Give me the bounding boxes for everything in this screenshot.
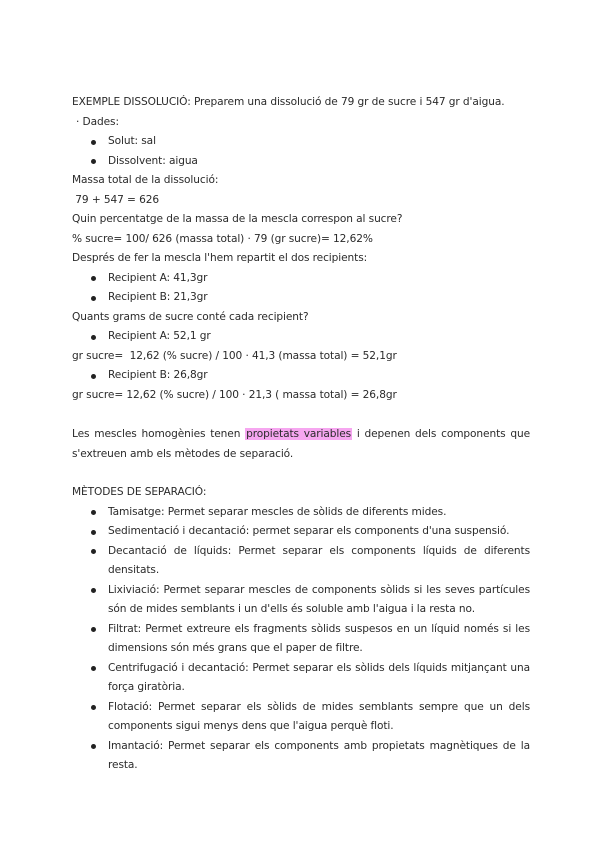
list-item: Dissolvent: aigua [72,152,530,172]
after-mix-text: Després de fer la mescla l'hem repartit el dos recipients: [72,252,368,264]
list-item: Recipient A: 52,1 gr [72,327,530,347]
list-item: Solut: sal [72,132,530,152]
recipients-list [72,269,530,308]
paragraph-before: Les mescles homogènies tenen [72,428,246,440]
list-item: Imantació: Permet separar els components amb propietats magnètiques de la resta. [72,737,530,776]
massa-total-calc: 79 + 547 = 626 [72,193,160,206]
recipient-a-list [72,327,530,347]
list-item: Flotació: Permet separar els sòlids de mides semblants sempre que un dels components sigui menys dens que l'aigua perquè floti. [72,698,530,737]
percent-calc: % sucre= 100/ 626 (massa total) · 79 (gr sucre)= 12,62% [72,232,373,245]
question-grams: Quants grams de sucre conté cada recipient? [72,310,309,323]
highlighted-text: propietats variables [246,428,352,440]
methods-list [72,503,530,776]
dades-list [72,132,530,171]
document-page [72,93,530,776]
example-header: EXEMPLE DISSOLUCIÓ: Preparem una dissolució de 79 gr de sucre i 547 gr d'aigua. [72,96,505,108]
question-percent: Quin percentatge de la massa de la mescla correspon al sucre? [72,213,403,225]
recipient-b-list [72,366,530,386]
paragraph-after: i depenen dels components que s'extreuen amb els mètodes de separació. [72,428,530,460]
list-item: Recipient A: 41,3gr [72,269,530,289]
list-item: Recipient B: 26,8gr [72,366,530,386]
list-item: Tamisatge: Permet separar mescles de sòlids de diferents mides. [72,503,530,523]
methods-title: MÈTODES DE SEPARACIÓ: [72,486,207,498]
list-item: Centrifugació i decantació: Permet separar els sòlids dels líquids mitjançant una força giratòria. [72,659,530,698]
calc-b: gr sucre= 12,62 (% sucre) / 100 · 21,3 ( massa total) = 26,8gr [72,388,397,401]
list-item: Filtrat: Permet extreure els fragments sòlids suspesos en un líquid només si les dimensions són més grans que el paper de filtre. [72,620,530,659]
massa-total-label: Massa total de la dissolució: [72,174,219,186]
dades-label: · Dades: [76,115,119,128]
list-item: Decantació de líquids: Permet separar els components líquids de diferents densitats. [72,542,530,581]
calc-a: gr sucre= 12,62 (% sucre) / 100 · 41,3 (massa total) = 52,1gr [72,349,397,362]
homogeneous-paragraph [72,425,530,464]
list-item: Sedimentació i decantació: permet separar els components d'una suspensió. [72,522,530,542]
list-item: Lixiviació: Permet separar mescles de components sòlids si les seves partícules són de mides semblants i un d'ells és soluble amb l'aigua i la resta no. [72,581,530,620]
list-item: Recipient B: 21,3gr [72,288,530,308]
